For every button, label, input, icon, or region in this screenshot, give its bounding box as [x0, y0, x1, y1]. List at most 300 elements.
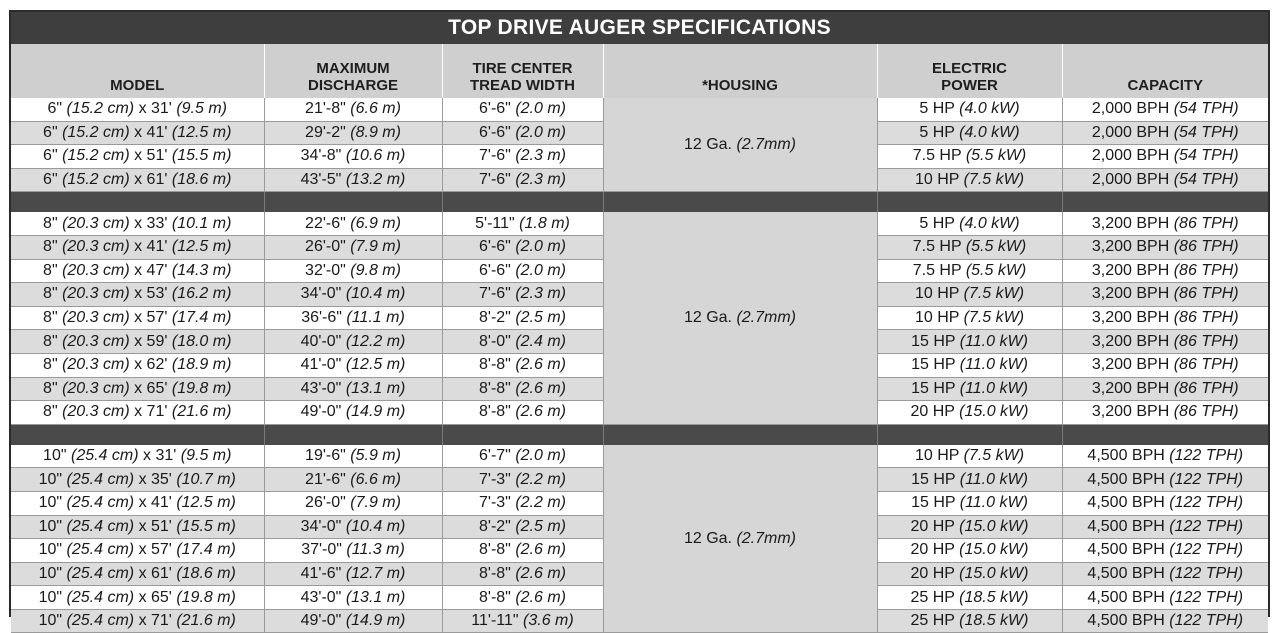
discharge-cell: [264, 235, 442, 259]
power-cell-metric: (7.5 kW): [963, 309, 1025, 327]
model-length: x 61': [134, 171, 168, 189]
model-length-metric: (12.5 m): [171, 238, 232, 256]
discharge-cell: [264, 353, 442, 377]
capacity-cell: [1062, 235, 1268, 259]
capacity-cell-imperial: 3,200 BPH: [1091, 356, 1170, 374]
tread-cell: [442, 515, 603, 539]
discharge-cell: [264, 212, 442, 235]
model-cell-metric: (25.4 cm): [66, 494, 135, 512]
header-housing: *HOUSING: [603, 44, 877, 98]
tread-cell-metric: (2.2 m): [515, 470, 566, 488]
housing-cell: [603, 212, 877, 424]
model-length-metric: (18.9 m): [171, 356, 232, 374]
capacity-cell-metric: (122 TPH): [1169, 517, 1244, 535]
capacity-cell: [1062, 212, 1268, 235]
discharge-cell-metric: (13.2 m): [345, 171, 406, 189]
model-cell-imperial: 10": [43, 447, 67, 465]
capacity-cell-metric: (86 TPH): [1173, 238, 1239, 256]
capacity-cell-imperial: 3,200 BPH: [1091, 332, 1170, 350]
discharge-cell-imperial: 22'-6": [305, 214, 346, 232]
capacity-cell-imperial: 4,500 BPH: [1087, 588, 1165, 606]
model-cell-metric: (20.3 cm): [62, 356, 130, 374]
discharge-cell-imperial: 19'-6": [305, 447, 346, 465]
power-cell-imperial: 5 HP: [919, 100, 955, 118]
model-cell: [11, 491, 264, 515]
tread-cell: [442, 306, 603, 330]
tread-cell-metric: (2.0 m): [515, 261, 566, 279]
discharge-cell: [264, 586, 442, 610]
model-cell-metric: (20.3 cm): [62, 403, 130, 421]
discharge-cell: [264, 515, 442, 539]
separator-cell: [603, 424, 877, 445]
capacity-cell-imperial: 3,200 BPH: [1091, 214, 1170, 232]
capacity-cell-imperial: 3,200 BPH: [1091, 379, 1170, 397]
capacity-cell-imperial: 2,000 BPH: [1091, 123, 1170, 141]
model-cell-imperial: 8": [43, 356, 58, 374]
capacity-cell-imperial: 4,500 BPH: [1087, 470, 1165, 488]
discharge-cell-imperial: 21'-6": [305, 470, 346, 488]
power-cell-imperial: 7.5 HP: [912, 147, 962, 165]
capacity-cell-metric: (54 TPH): [1173, 147, 1239, 165]
capacity-cell: [1062, 401, 1268, 425]
tread-cell: [442, 145, 603, 169]
power-cell-imperial: 25 HP: [910, 588, 955, 606]
capacity-cell-metric: (86 TPH): [1173, 379, 1239, 397]
model-cell: [11, 212, 264, 235]
power-cell-metric: (7.5 kW): [963, 285, 1025, 303]
discharge-cell-imperial: 36'-6": [301, 309, 342, 327]
capacity-cell-imperial: 3,200 BPH: [1091, 285, 1170, 303]
model-length: x 31': [143, 447, 177, 465]
model-cell: [11, 586, 264, 610]
model-length: x 59': [134, 332, 168, 350]
power-cell-metric: (11.0 kW): [959, 379, 1028, 397]
table-title: TOP DRIVE AUGER SPECIFICATIONS: [11, 12, 1268, 44]
tread-cell: [442, 562, 603, 586]
model-cell-imperial: 10": [38, 564, 63, 582]
capacity-cell: [1062, 539, 1268, 563]
model-cell-metric: (20.3 cm): [62, 261, 130, 279]
separator-cell: [11, 424, 264, 445]
capacity-cell-imperial: 2,000 BPH: [1091, 100, 1170, 118]
model-cell: [11, 377, 264, 401]
tread-cell-metric: (2.3 m): [515, 147, 566, 165]
model-cell: [11, 468, 264, 492]
discharge-cell-metric: (6.6 m): [350, 470, 401, 488]
power-cell-imperial: 15 HP: [911, 470, 956, 488]
tread-cell-imperial: 6'-6": [479, 238, 511, 256]
tread-cell: [442, 445, 603, 468]
capacity-cell: [1062, 377, 1268, 401]
power-cell-imperial: 7.5 HP: [912, 238, 962, 256]
capacity-cell-metric: (54 TPH): [1173, 171, 1239, 189]
discharge-cell: [264, 168, 442, 192]
model-length-metric: (14.3 m): [171, 261, 232, 279]
tread-cell-imperial: 11'-11": [471, 612, 519, 630]
capacity-cell: [1062, 586, 1268, 610]
capacity-cell: [1062, 330, 1268, 354]
power-cell: [877, 445, 1062, 468]
discharge-cell-imperial: 37'-0": [301, 541, 342, 559]
model-cell: [11, 98, 264, 121]
tread-cell: [442, 539, 603, 563]
header-model: MODEL: [11, 44, 264, 98]
power-cell-metric: (7.5 kW): [963, 447, 1025, 465]
table-body: [11, 98, 1268, 633]
power-cell-imperial: 10 HP: [914, 447, 960, 465]
tread-cell-metric: (2.0 m): [515, 447, 566, 465]
discharge-cell-metric: (10.4 m): [345, 285, 406, 303]
discharge-cell-metric: (13.1 m): [345, 588, 406, 606]
tread-cell: [442, 468, 603, 492]
model-cell-metric: (20.3 cm): [62, 309, 130, 327]
tread-cell: [442, 330, 603, 354]
discharge-cell: [264, 468, 442, 492]
housing-cell-imperial: 12 Ga.: [683, 309, 732, 327]
discharge-cell-metric: (12.2 m): [345, 332, 406, 350]
capacity-cell-metric: (54 TPH): [1173, 100, 1239, 118]
model-length-metric: (18.6 m): [171, 171, 232, 189]
separator-cell: [264, 192, 442, 213]
housing-cell-metric: (2.7mm): [736, 309, 797, 327]
power-cell-metric: (15.0 kW): [959, 564, 1029, 582]
tread-cell-metric: (2.6 m): [515, 403, 566, 421]
model-cell-imperial: 6": [43, 147, 58, 165]
power-cell-metric: (15.0 kW): [959, 517, 1029, 535]
capacity-cell-metric: (86 TPH): [1173, 214, 1239, 232]
discharge-cell-imperial: 40'-0": [300, 332, 342, 350]
model-cell-metric: (25.4 cm): [66, 564, 135, 582]
model-cell: [11, 609, 264, 633]
model-cell: [11, 145, 264, 169]
capacity-cell-metric: (54 TPH): [1173, 123, 1239, 141]
tread-cell-imperial: 8'-8": [479, 588, 511, 606]
tread-cell-imperial: 7'-6": [479, 285, 511, 303]
tread-cell-imperial: 8'-2": [479, 517, 511, 535]
discharge-cell-metric: (11.1 m): [346, 309, 405, 327]
power-cell: [877, 353, 1062, 377]
capacity-cell: [1062, 121, 1268, 145]
tread-cell-imperial: 7'-6": [479, 147, 511, 165]
separator-cell: [1062, 192, 1268, 213]
capacity-cell: [1062, 145, 1268, 169]
model-length: x 65': [138, 588, 172, 606]
separator-cell: [264, 424, 442, 445]
discharge-cell-imperial: 29'-2": [305, 123, 346, 141]
model-length-metric: (17.4 m): [176, 541, 236, 559]
model-cell: [11, 445, 264, 468]
capacity-cell-metric: (122 TPH): [1169, 612, 1244, 630]
power-cell-metric: (5.5 kW): [965, 261, 1027, 279]
capacity-cell-metric: (122 TPH): [1169, 541, 1244, 559]
discharge-cell: [264, 609, 442, 633]
model-cell-imperial: 8": [43, 332, 58, 350]
housing-cell: [603, 98, 877, 192]
model-cell: [11, 235, 264, 259]
discharge-cell-metric: (6.9 m): [350, 214, 401, 232]
power-cell-metric: (4.0 kW): [959, 214, 1020, 232]
tread-cell: [442, 98, 603, 121]
model-length: x 71': [138, 612, 172, 630]
power-cell: [877, 515, 1062, 539]
tread-cell-imperial: 6'-6": [479, 123, 511, 141]
model-length: x 53': [134, 285, 168, 303]
capacity-cell-metric: (86 TPH): [1173, 309, 1239, 327]
tread-cell-imperial: 6'-6": [479, 100, 511, 118]
tread-cell-imperial: 8'-2": [479, 309, 511, 327]
discharge-cell-imperial: 34'-0": [300, 517, 342, 535]
discharge-cell-imperial: 41'-0": [300, 356, 342, 374]
capacity-cell-imperial: 4,500 BPH: [1087, 494, 1165, 512]
housing-cell-imperial: 12 Ga.: [683, 529, 732, 547]
model-cell-imperial: 8": [43, 403, 58, 421]
power-cell-imperial: 15 HP: [911, 356, 956, 374]
power-cell: [877, 259, 1062, 283]
power-cell-imperial: 20 HP: [910, 564, 955, 582]
power-cell-imperial: 15 HP: [911, 494, 956, 512]
tread-cell-imperial: 8'-8": [479, 541, 511, 559]
model-length: x 71': [134, 403, 168, 421]
discharge-cell: [264, 306, 442, 330]
model-cell-metric: (25.4 cm): [66, 541, 135, 559]
discharge-cell: [264, 259, 442, 283]
separator-cell: [877, 424, 1062, 445]
discharge-cell-metric: (5.9 m): [350, 447, 401, 465]
discharge-cell: [264, 445, 442, 468]
discharge-cell: [264, 330, 442, 354]
power-cell-imperial: 10 HP: [914, 309, 960, 327]
tread-cell-metric: (2.6 m): [515, 588, 566, 606]
separator-cell: [11, 192, 264, 213]
capacity-cell: [1062, 491, 1268, 515]
power-cell: [877, 330, 1062, 354]
housing-cell-metric: (2.7mm): [736, 529, 797, 547]
capacity-cell-imperial: 3,200 BPH: [1091, 261, 1170, 279]
power-cell-metric: (11.0 kW): [959, 494, 1028, 512]
model-cell-metric: (15.2 cm): [62, 147, 130, 165]
capacity-cell-imperial: 4,500 BPH: [1087, 564, 1165, 582]
discharge-cell-metric: (12.5 m): [345, 356, 406, 374]
model-length-metric: (12.5 m): [176, 494, 236, 512]
tread-cell-metric: (2.3 m): [515, 285, 566, 303]
capacity-cell: [1062, 562, 1268, 586]
power-cell-metric: (5.5 kW): [965, 238, 1027, 256]
tread-cell-metric: (2.6 m): [515, 541, 566, 559]
discharge-cell-imperial: 49'-0": [300, 612, 342, 630]
model-cell-metric: (20.3 cm): [62, 238, 130, 256]
discharge-cell-metric: (6.6 m): [350, 100, 401, 118]
capacity-cell-imperial: 4,500 BPH: [1087, 517, 1165, 535]
tread-cell: [442, 401, 603, 425]
capacity-cell: [1062, 609, 1268, 633]
power-cell: [877, 212, 1062, 235]
capacity-cell: [1062, 468, 1268, 492]
model-cell-metric: (20.3 cm): [62, 332, 130, 350]
tread-cell-metric: (2.0 m): [515, 100, 566, 118]
model-cell-imperial: 10": [38, 470, 63, 488]
capacity-cell: [1062, 445, 1268, 468]
header-power: ELECTRIC POWER: [877, 44, 1062, 98]
discharge-cell-imperial: 43'-0": [300, 379, 342, 397]
tread-cell-metric: (2.4 m): [515, 332, 566, 350]
capacity-cell-metric: (122 TPH): [1169, 447, 1244, 465]
tread-cell-metric: (2.5 m): [515, 309, 566, 327]
discharge-cell-imperial: 43'-5": [300, 171, 342, 189]
model-cell: [11, 353, 264, 377]
discharge-cell-imperial: 34'-8": [300, 147, 342, 165]
tread-cell-imperial: 7'-3": [479, 494, 511, 512]
model-length: x 51': [138, 517, 172, 535]
power-cell: [877, 377, 1062, 401]
capacity-cell-imperial: 4,500 BPH: [1087, 541, 1165, 559]
table-row: [11, 212, 1268, 235]
discharge-cell-metric: (9.8 m): [350, 261, 401, 279]
model-cell-imperial: 6": [43, 171, 58, 189]
model-cell-imperial: 10": [38, 588, 63, 606]
capacity-cell: [1062, 306, 1268, 330]
model-cell-metric: (25.4 cm): [70, 447, 139, 465]
model-cell-imperial: 10": [38, 612, 63, 630]
tread-cell-imperial: 8'-8": [479, 403, 511, 421]
power-cell-imperial: 20 HP: [910, 517, 955, 535]
discharge-cell-metric: (7.9 m): [350, 238, 401, 256]
model-cell: [11, 330, 264, 354]
tread-cell-imperial: 8'-8": [479, 564, 511, 582]
power-cell-imperial: 20 HP: [910, 403, 955, 421]
discharge-cell: [264, 539, 442, 563]
capacity-cell-metric: (86 TPH): [1173, 285, 1239, 303]
capacity-cell: [1062, 259, 1268, 283]
tread-cell: [442, 377, 603, 401]
power-cell: [877, 401, 1062, 425]
capacity-cell: [1062, 353, 1268, 377]
model-cell-imperial: 8": [43, 309, 58, 327]
model-cell-metric: (20.3 cm): [62, 285, 130, 303]
tread-cell-metric: (1.8 m): [519, 214, 570, 232]
capacity-cell-metric: (122 TPH): [1169, 470, 1244, 488]
capacity-cell: [1062, 98, 1268, 121]
power-cell: [877, 283, 1062, 307]
power-cell-metric: (15.0 kW): [959, 541, 1029, 559]
power-cell: [877, 562, 1062, 586]
tread-cell-imperial: 7'-6": [479, 171, 511, 189]
model-cell: [11, 121, 264, 145]
discharge-cell-metric: (12.7 m): [345, 564, 406, 582]
discharge-cell: [264, 121, 442, 145]
power-cell: [877, 98, 1062, 121]
model-length: x 57': [134, 309, 168, 327]
capacity-cell: [1062, 168, 1268, 192]
capacity-cell-imperial: 3,200 BPH: [1091, 403, 1170, 421]
model-cell-metric: (15.2 cm): [66, 100, 135, 118]
discharge-cell-metric: (14.9 m): [345, 612, 406, 630]
tread-cell-imperial: 8'-8": [479, 379, 511, 397]
header-row: [11, 44, 1268, 98]
discharge-cell-metric: (14.9 m): [345, 403, 406, 421]
separator-cell: [877, 192, 1062, 213]
power-cell-imperial: 5 HP: [919, 214, 955, 232]
discharge-cell: [264, 491, 442, 515]
power-cell-metric: (18.5 kW): [959, 612, 1029, 630]
model-length-metric: (17.4 m): [171, 309, 232, 327]
tread-cell-metric: (2.3 m): [515, 171, 566, 189]
discharge-cell-imperial: 26'-0": [305, 238, 346, 256]
capacity-cell-imperial: 2,000 BPH: [1091, 147, 1170, 165]
model-length: x 61': [138, 564, 172, 582]
tread-cell-imperial: 6'-7": [479, 447, 511, 465]
power-cell-metric: (11.0 kW): [959, 332, 1028, 350]
model-length: x 35': [138, 470, 172, 488]
housing-cell: [603, 445, 877, 633]
model-cell-imperial: 8": [43, 238, 58, 256]
model-cell-imperial: 8": [43, 261, 58, 279]
power-cell-imperial: 7.5 HP: [912, 261, 962, 279]
power-cell: [877, 609, 1062, 633]
tread-cell-metric: (3.6 m): [523, 612, 574, 630]
capacity-cell-metric: (122 TPH): [1169, 494, 1244, 512]
power-cell-imperial: 15 HP: [911, 332, 956, 350]
model-cell-metric: (20.3 cm): [62, 379, 130, 397]
tread-cell-imperial: 7'-3": [479, 470, 511, 488]
capacity-cell-metric: (86 TPH): [1173, 403, 1239, 421]
table-row: [11, 98, 1268, 121]
model-length-metric: (12.5 m): [171, 123, 232, 141]
model-cell-metric: (15.2 cm): [62, 171, 130, 189]
model-cell-imperial: 10": [38, 494, 63, 512]
power-cell: [877, 235, 1062, 259]
discharge-cell: [264, 562, 442, 586]
separator-cell: [442, 424, 603, 445]
discharge-cell: [264, 145, 442, 169]
header-tread: TIRE CENTER TREAD WIDTH: [442, 44, 603, 98]
discharge-cell-imperial: 21'-8": [305, 100, 346, 118]
discharge-cell-imperial: 34'-0": [300, 285, 342, 303]
model-length-metric: (15.5 m): [171, 147, 232, 165]
model-cell-metric: (25.4 cm): [66, 588, 135, 606]
power-cell-imperial: 5 HP: [919, 123, 955, 141]
tread-cell-metric: (2.2 m): [515, 494, 566, 512]
discharge-cell-metric: (11.3 m): [346, 541, 405, 559]
model-cell: [11, 283, 264, 307]
group-separator: [11, 192, 1268, 213]
model-length-metric: (10.7 m): [176, 470, 236, 488]
power-cell-metric: (11.0 kW): [959, 356, 1028, 374]
model-length: x 41': [134, 123, 168, 141]
model-cell-imperial: 8": [43, 285, 58, 303]
model-length-metric: (15.5 m): [176, 517, 236, 535]
power-cell: [877, 168, 1062, 192]
capacity-cell-metric: (122 TPH): [1169, 564, 1244, 582]
discharge-cell-imperial: 32'-0": [305, 261, 346, 279]
tread-cell: [442, 353, 603, 377]
separator-cell: [442, 192, 603, 213]
power-cell-imperial: 10 HP: [914, 285, 960, 303]
model-length-metric: (18.0 m): [171, 332, 232, 350]
model-length: x 31': [138, 100, 172, 118]
model-length: x 62': [134, 356, 168, 374]
housing-cell-imperial: 12 Ga.: [683, 135, 732, 153]
model-cell: [11, 401, 264, 425]
power-cell: [877, 121, 1062, 145]
model-length: x 41': [138, 494, 172, 512]
capacity-cell: [1062, 515, 1268, 539]
discharge-cell: [264, 401, 442, 425]
tread-cell: [442, 235, 603, 259]
capacity-cell-imperial: 2,000 BPH: [1091, 171, 1170, 189]
spec-table-container: [9, 10, 1270, 630]
model-cell-imperial: 8": [43, 214, 58, 232]
power-cell: [877, 586, 1062, 610]
